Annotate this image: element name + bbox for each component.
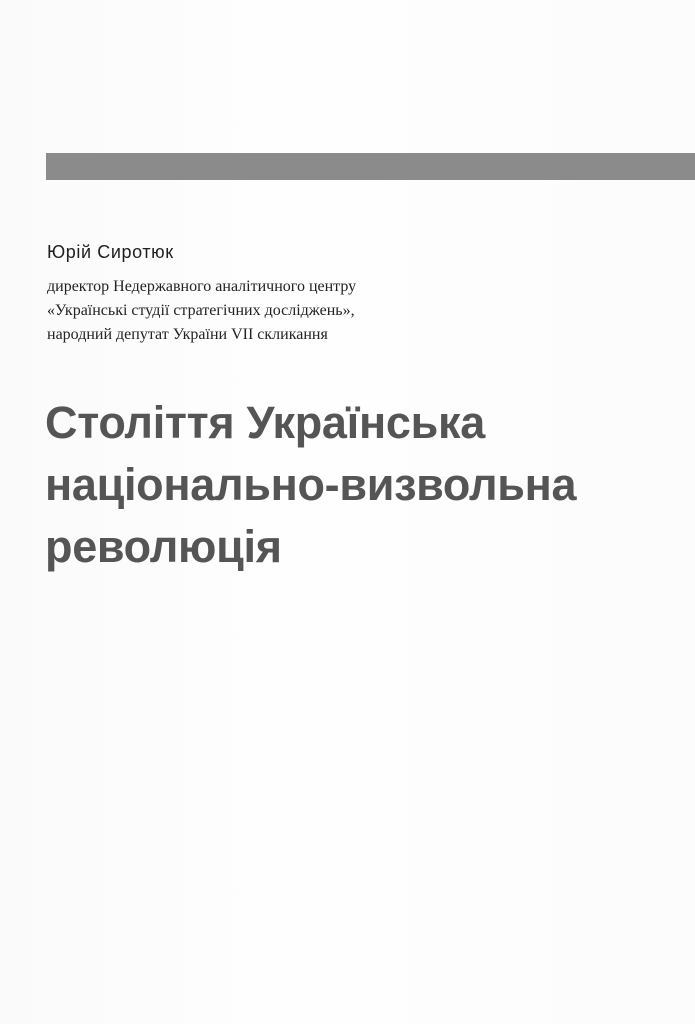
author-affiliation-line: директор Недержавного аналітичного центру (47, 278, 357, 295)
author-block (47, 240, 647, 347)
article-title-line: національно-визвольна (45, 459, 577, 510)
article-title-line: революція (45, 521, 282, 572)
article-title (45, 392, 685, 578)
author-affiliation-line: «Українські студії стратегічних досліджень», (47, 302, 355, 319)
author-name: Юрій Сиротюк (47, 242, 174, 262)
author-affiliation-line: народний депутат України VII скликання (47, 326, 328, 343)
article-title-line: Століття Українська (45, 397, 485, 448)
section-header-bar (46, 153, 695, 180)
